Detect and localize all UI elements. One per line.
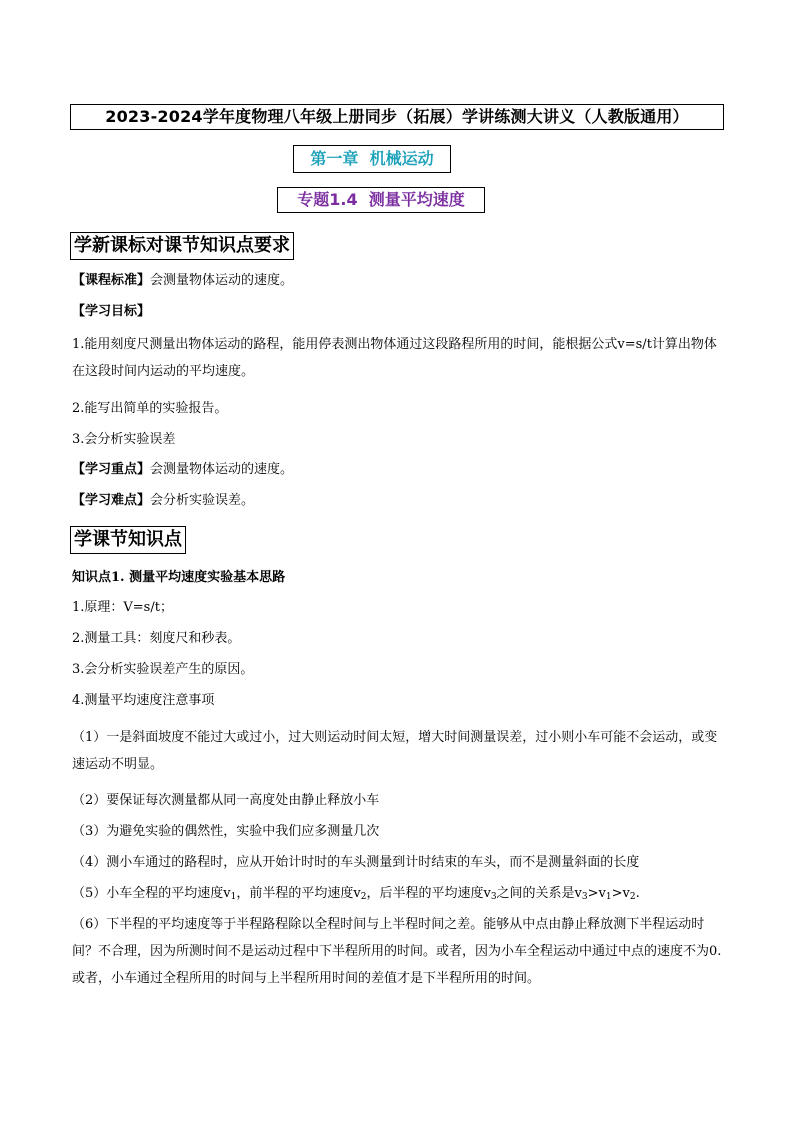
goal-3: 3.会分析实验误差 (72, 432, 176, 447)
topic-title: 专题1.4 测量平均速度 (277, 187, 485, 213)
chapter-title: 第一章 机械运动 (293, 145, 451, 173)
note-5: （5）小车全程的平均速度$v_1$，前半程的平均速度$v_2$，后半程的平均速度$v_3$之间的关系是$v_3>v_1>v_2$. (72, 886, 640, 902)
key-point-text: 会测量物体运动的速度。 (150, 462, 294, 477)
document-title: 2023-2024学年度物理八年级上册同步（拓展）学讲练测大讲义（人教版通用） (70, 104, 724, 130)
note-1: （1）一是斜面坡度不能过大或过小，过大则运动时间太短，增大时间测量误差，过小则小车可能不会运动，或变速运动不明显。 (72, 730, 718, 772)
principle-item: 1.原理：V=s/t； (72, 600, 173, 615)
difficulty-line (72, 492, 254, 510)
section-heading-requirements: 学新课标对课节知识点要求 (70, 232, 294, 260)
key-point-label: 【学习重点】 (72, 462, 151, 477)
course-standard-line (72, 272, 293, 290)
error-analysis-item: 3.会分析实验误差产生的原因。 (72, 662, 254, 677)
goal-2: 2.能写出简单的实验报告。 (72, 401, 228, 416)
course-standard-label: 【课程标准】 (72, 273, 151, 288)
learning-goals-label: 【学习目标】 (72, 304, 151, 319)
precautions-item: 4.测量平均速度注意事项 (72, 693, 215, 708)
note-3: （3）为避免实验的偶然性，实验中我们应多测量几次 (72, 824, 380, 839)
knowledge-point-1-title: 知识点1. 测量平均速度实验基本思路 (72, 570, 286, 585)
difficulty-text: 会分析实验误差。 (150, 493, 255, 508)
difficulty-label: 【学习难点】 (72, 493, 151, 508)
goal-1: 1.能用刻度尺测量出物体运动的路程，能用停表测出物体通过这段路程所用的时间，能根据公式v=s/t计算出物体在这段时间内运动的平均速度。 (72, 337, 717, 379)
note-2: （2）要保证每次测量都从同一高度处由静止释放小车 (72, 793, 380, 808)
note-6: （6）下半程的平均速度等于半程路程除以全程时间与上半程时间之差。能够从中点由静止释放测下半程运动时间？不合理，因为所测时间不是运动过程中下半程所用的时间。或者，因为小车全程运动中通过中点的速度不为0.或者，小车通过全程所用的时间与上半程所用时间的差值才是下半程所用的时间。 (72, 917, 722, 986)
key-point-line (72, 461, 293, 479)
note-4: （4）测小车通过的路程时，应从开始计时时的车头测量到计时结束的车头，而不是测量斜面的长度 (72, 855, 640, 870)
tools-item: 2.测量工具：刻度尺和秒表。 (72, 631, 241, 646)
course-standard-text: 会测量物体运动的速度。 (150, 273, 294, 288)
section-heading-knowledge: 学课节知识点 (70, 526, 186, 554)
